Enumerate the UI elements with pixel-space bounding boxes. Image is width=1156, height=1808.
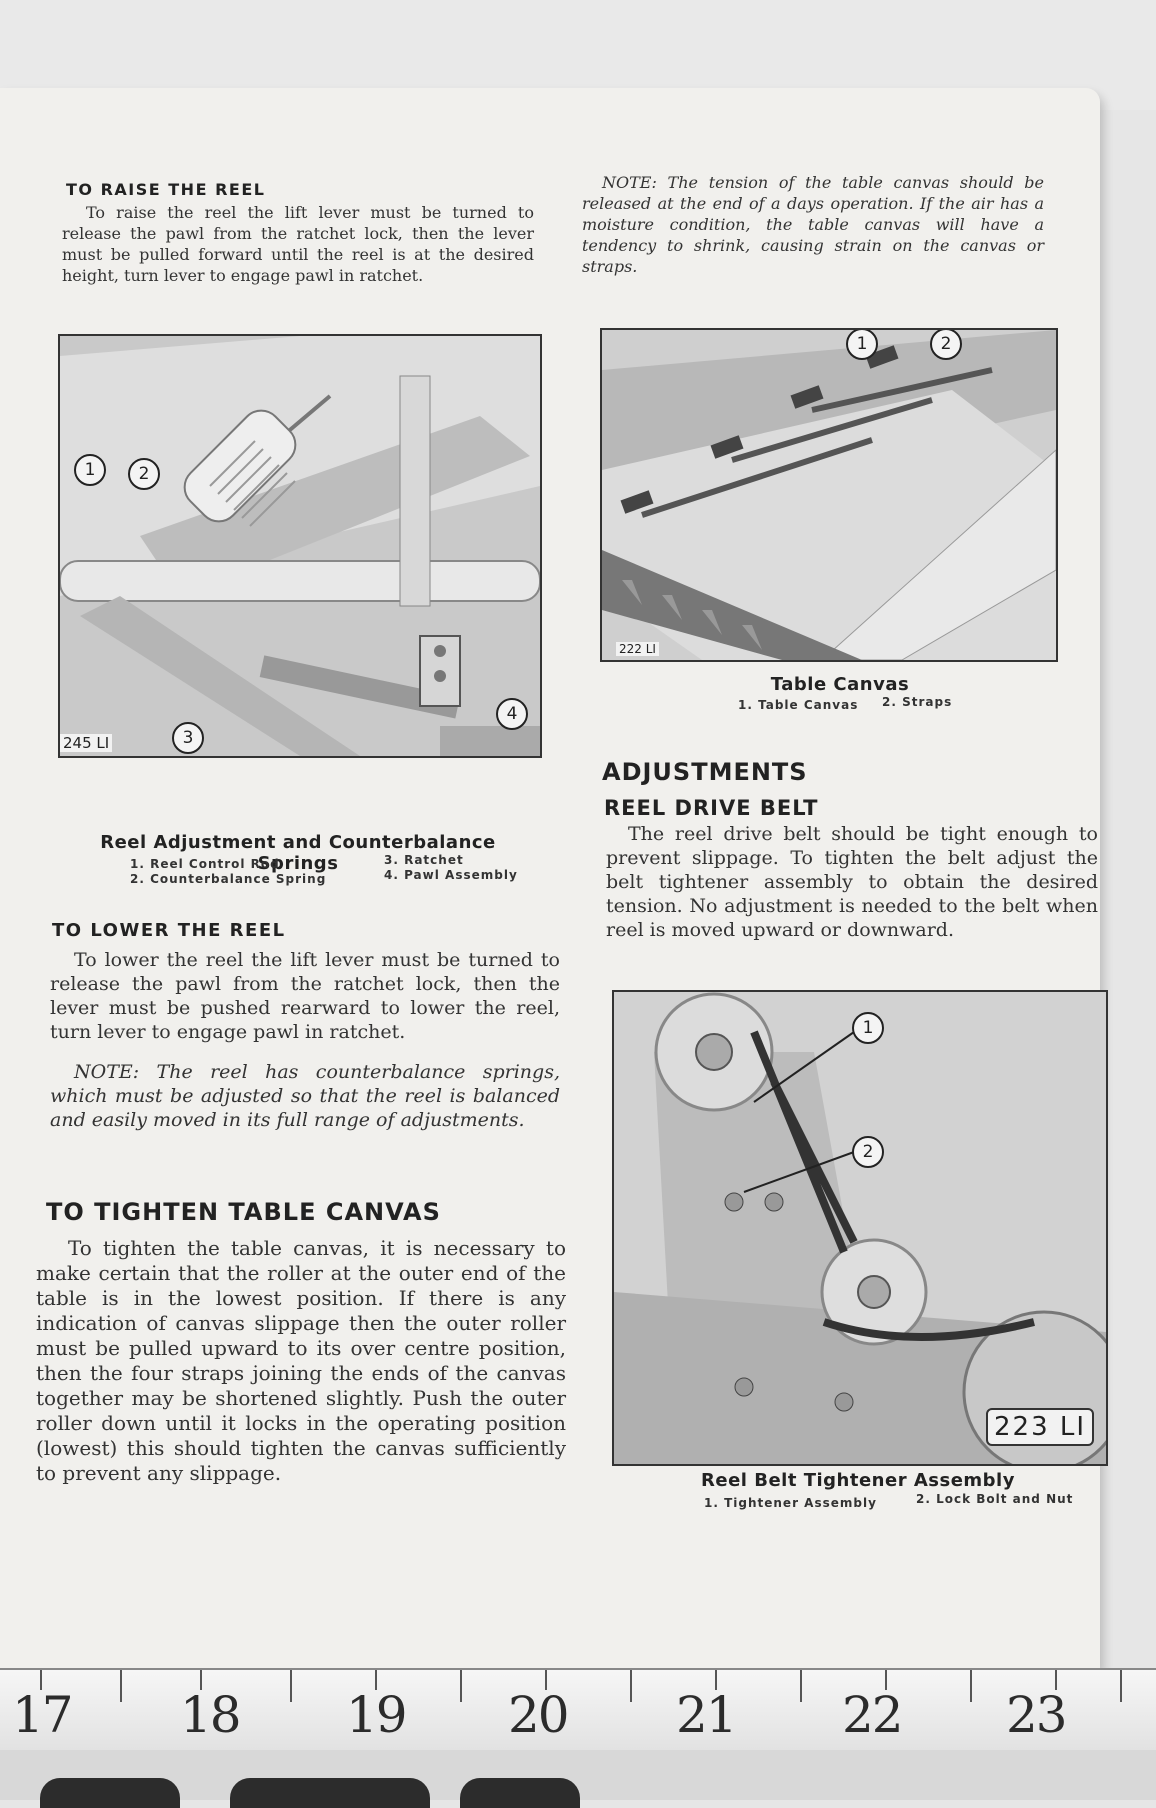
ruler-tick: [290, 1670, 292, 1702]
counterbalance-note: NOTE: The reel has counterbalance springs, which must be adjusted so that the reel is balanced and easily moved in its full range of adjustments.: [50, 1061, 560, 1131]
table-canvas-photo: [600, 328, 1058, 662]
figure1-item-2: 2. Counterbalance Spring: [130, 872, 327, 886]
lower-reel-heading: TO LOWER THE REEL: [52, 920, 286, 941]
figure2-item-1: 1. Table Canvas: [738, 698, 859, 712]
adjustments-heading: ADJUSTMENTS: [602, 758, 808, 786]
dark-shape: [40, 1778, 180, 1808]
ruler-number: 19: [346, 1686, 406, 1744]
figure1-title: Reel Adjustment and Counterbalance Springs: [100, 832, 496, 874]
figure3-title: Reel Belt Tightener Assembly: [701, 1470, 1015, 1491]
ruler-number: 21: [676, 1686, 736, 1744]
figure2-callout-2: 2: [930, 328, 962, 360]
ruler-tick: [120, 1670, 122, 1702]
figure2-callout-1: 1: [846, 328, 878, 360]
ruler-number: 17: [12, 1686, 72, 1744]
raise-reel-heading: TO RAISE THE REEL: [66, 180, 266, 199]
reel-drive-belt-text: The reel drive belt should be tight enough to prevent slippage. To tighten the belt adjust the belt tightener assembly to obtain the desired tension. No adjustment is needed to the belt when reel is moved upward or downward.: [606, 823, 1098, 941]
ruler-number: 20: [508, 1686, 568, 1744]
figure1-item-3: 3. Ratchet: [384, 853, 464, 867]
figure1-item-1: 1. Reel Control Rod: [130, 857, 280, 871]
raise-reel-text: To raise the reel the lift lever must be turned to release the pawl from the ratchet lock, then the lever must be pulled forward until the reel is at the desired height, turn lever to engage pawl in ratchet.: [62, 203, 534, 285]
ruler-tick: [460, 1670, 462, 1702]
tighten-canvas-text: To tighten the table canvas, it is necessary to make certain that the roller at the outer end of the table is in the lowest position. If there is any indication of canvas slippage then the outer roller must be pulled upward to its over centre position, then the four straps joining the ends of the canvas together may be shortened slightly. Push the outer roller down until it locks in the operating position (lowest) this should tighten the canvas sufficiently to prevent any slippage.: [36, 1236, 566, 1485]
tighten-canvas-heading: TO TIGHTEN TABLE CANVAS: [46, 1198, 441, 1226]
bottom-background: [0, 1750, 1156, 1800]
figure3-code: 223 LI: [986, 1408, 1094, 1446]
figure1-callout-4: 4: [496, 698, 528, 730]
ruler-tick: [800, 1670, 802, 1702]
ruler-number: 23: [1006, 1686, 1066, 1744]
manual-page: [0, 88, 1100, 1668]
figure3-item-2: 2. Lock Bolt and Nut: [916, 1492, 1074, 1506]
figure1-callout-1: 1: [74, 454, 106, 486]
reel-adjustment-photo: [58, 334, 542, 758]
figure1-item-4: 4. Pawl Assembly: [384, 868, 518, 882]
figure2-title: Table Canvas: [770, 674, 910, 695]
ruler-number: 22: [842, 1686, 902, 1744]
ruler-tick: [970, 1670, 972, 1702]
canvas-tension-note: NOTE: The tension of the table canvas should be released at the end of a days operation. If the air has a moisture condition, the table canvas will have a tendency to shrink, causing strain on the canvas or straps.: [582, 173, 1044, 276]
figure1-callout-3: 3: [172, 722, 204, 754]
lower-reel-text: To lower the reel the lift lever must be turned to release the pawl from the ratchet lock, then the lever must be pushed rearward to lower the reel, turn lever to engage pawl in ratchet.: [50, 949, 560, 1043]
ruler-tick: [1120, 1670, 1122, 1702]
reel-drive-belt-heading: REEL DRIVE BELT: [604, 796, 819, 820]
figure2-code: 222 LI: [616, 642, 659, 656]
figure3-callout-1: 1: [852, 1012, 884, 1044]
figure3-callout-2: 2: [852, 1136, 884, 1168]
figure1-callout-2: 2: [128, 458, 160, 490]
ruler-tick: [630, 1670, 632, 1702]
belt-tightener-photo: [612, 990, 1108, 1466]
dark-shape: [460, 1778, 580, 1808]
dark-shape: [230, 1778, 430, 1808]
measuring-ruler: [0, 1668, 1156, 1752]
figure2-item-2: 2. Straps: [882, 695, 953, 709]
ruler-number: 18: [180, 1686, 240, 1744]
figure1-code: 245 LI: [60, 734, 112, 752]
figure3-item-1: 1. Tightener Assembly: [704, 1496, 877, 1510]
